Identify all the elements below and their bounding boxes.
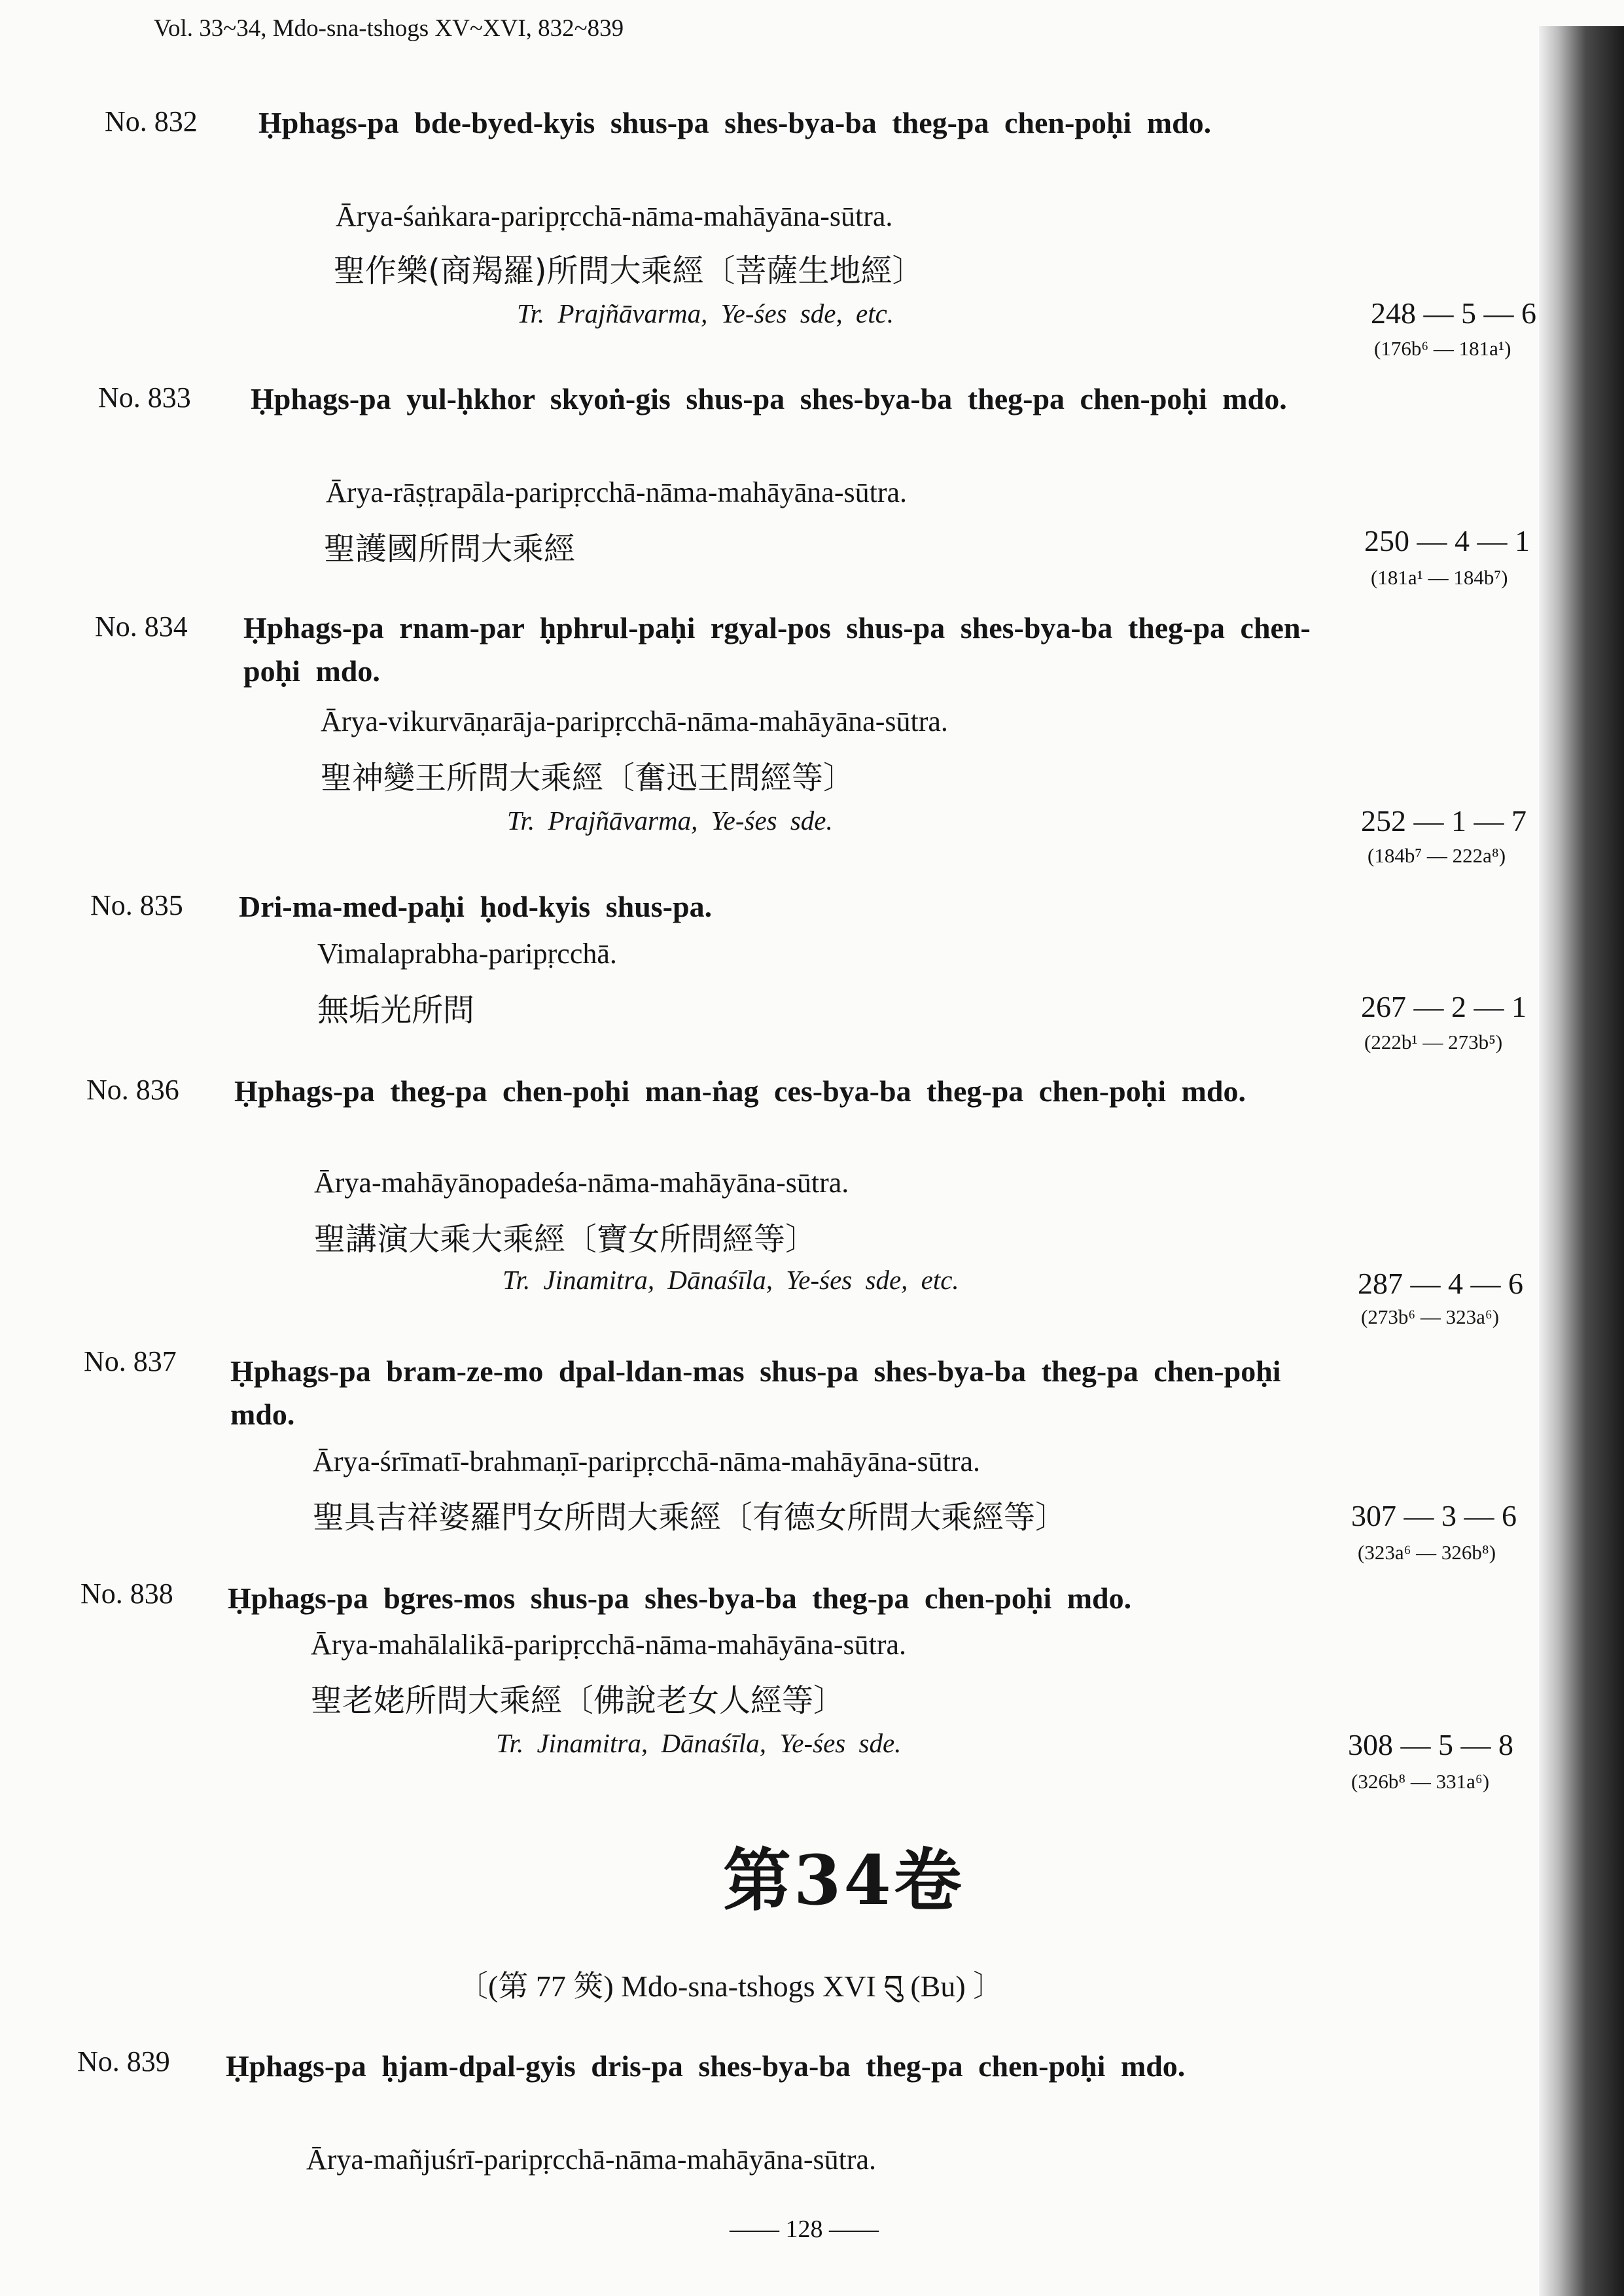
chinese-title: 聖護國所問大乘經	[324, 531, 576, 567]
chinese-title: 聖神變王所問大乘經〔奮迅王問經等〕	[321, 760, 855, 796]
chinese-title: 聖講演大乘大乘經〔寶女所問經等〕	[314, 1221, 817, 1258]
entry-number: No. 832	[105, 105, 198, 137]
sanskrit-title: Ārya-śrīmatī-brahmaṇī-paripṛcchā-nāma-mahāyāna-sūtra.	[313, 1445, 981, 1477]
chinese-title: 聖作樂(商羯羅)所問大乘經〔菩薩生地經〕	[334, 253, 924, 289]
entry-number: No. 837	[84, 1345, 177, 1377]
sanskrit-title: Ārya-mañjuśrī-paripṛcchā-nāma-mahāyāna-sūtra.	[306, 2144, 876, 2176]
translator-line: Tr. Jinamitra, Dānaśīla, Ye-śes sde, etc.	[503, 1265, 959, 1295]
entry-title: Ḥphags-pa rnam-par ḥphrul-paḥi rgyal-pos shus-pa shes-bya-ba theg-pa chen-poḥi mdo.	[243, 611, 1311, 688]
folio-range: (176b⁶ — 181a¹)	[1374, 337, 1511, 360]
chinese-title: 聖老姥所問大乘經〔佛說老女人經等〕	[311, 1682, 845, 1719]
page-reference: 307 — 3 — 6	[1351, 1499, 1517, 1532]
entry-number: No. 836	[86, 1074, 179, 1106]
entry-title: Ḥphags-pa bram-ze-mo dpal-ldan-mas shus-pa shes-bya-ba theg-pa chen-poḥi mdo.	[230, 1354, 1281, 1431]
folio-range: (184b⁷ — 222a⁸)	[1368, 844, 1506, 867]
sanskrit-title: Ārya-śaṅkara-paripṛcchā-nāma-mahāyāna-sūtra.	[336, 200, 893, 232]
page-edge-shadow	[1539, 26, 1624, 2296]
folio-range: (273b⁶ — 323a⁶)	[1361, 1305, 1500, 1328]
chinese-title: 無垢光所問	[317, 992, 475, 1029]
page-reference: 250 — 4 — 1	[1364, 524, 1530, 557]
page-number: —— 128 ——	[730, 2216, 879, 2243]
entry-number: No. 839	[77, 2045, 170, 2077]
volume-heading: 第34卷	[723, 1840, 964, 1920]
entry-number: No. 835	[90, 889, 183, 921]
entry-number: No. 834	[95, 610, 188, 643]
sanskrit-title: Ārya-mahālalikā-paripṛcchā-nāma-mahāyāna-sūtra.	[311, 1629, 907, 1661]
running-header: Vol. 33~34, Mdo-sna-tshogs XV~XVI, 832~839	[154, 15, 624, 42]
translator-line: Tr. Prajñāvarma, Ye-śes sde.	[507, 805, 833, 836]
folio-range: (222b¹ — 273b⁵)	[1364, 1031, 1503, 1053]
sanskrit-title: Ārya-rāṣṭrapāla-paripṛcchā-nāma-mahāyāna-sūtra.	[326, 476, 908, 508]
sanskrit-title: Ārya-mahāyānopadeśa-nāma-mahāyāna-sūtra.	[314, 1167, 849, 1199]
entry-title: Ḥphags-pa bde-byed-kyis shus-pa shes-bya-ba theg-pa chen-poḥi mdo.	[258, 106, 1212, 139]
section-line: 〔(第 77 筴) Mdo-sna-tshogs XVI བུ (Bu) 〕	[458, 1969, 1004, 2003]
entry-title: Ḥphags-pa ḥjam-dpal-gyis dris-pa shes-bya-ba theg-pa chen-poḥi mdo.	[226, 2049, 1186, 2083]
entry-title: Ḥphags-pa bgres-mos shus-pa shes-bya-ba theg-pa chen-poḥi mdo.	[228, 1581, 1132, 1615]
sanskrit-title: Vimalaprabha-paripṛcchā.	[317, 938, 617, 970]
page-reference: 287 — 4 — 6	[1358, 1267, 1523, 1300]
entry-title: Ḥphags-pa yul-ḥkhor skyoṅ-gis shus-pa shes-bya-ba theg-pa chen-poḥi mdo.	[251, 382, 1287, 415]
entry-title: Dri-ma-med-paḥi ḥod-kyis shus-pa.	[239, 890, 713, 923]
translator-line: Tr. Prajñāvarma, Ye-śes sde, etc.	[517, 298, 894, 328]
chinese-title: 聖具吉祥婆羅門女所問大乘經〔有德女所問大乘經等〕	[313, 1499, 1067, 1536]
folio-range: (326b⁸ — 331a⁶)	[1351, 1770, 1490, 1793]
entry-number: No. 833	[98, 381, 191, 414]
page-reference: 252 — 1 — 7	[1361, 804, 1527, 838]
entry-title: Ḥphags-pa theg-pa chen-poḥi man-ṅag ces-bya-ba theg-pa chen-poḥi mdo.	[234, 1074, 1246, 1108]
page-reference: 267 — 2 — 1	[1361, 990, 1527, 1023]
page-reference: 308 — 5 — 8	[1348, 1728, 1513, 1761]
folio-range: (323a⁶ — 326b⁸)	[1358, 1541, 1496, 1564]
page-reference: 248 — 5 — 6	[1371, 296, 1536, 330]
folio-range: (181a¹ — 184b⁷)	[1371, 566, 1508, 589]
sanskrit-title: Ārya-vikurvāṇarāja-paripṛcchā-nāma-mahāyāna-sūtra.	[321, 705, 948, 737]
entry-number: No. 838	[80, 1578, 173, 1610]
translator-line: Tr. Jinamitra, Dānaśīla, Ye-śes sde.	[496, 1728, 902, 1758]
